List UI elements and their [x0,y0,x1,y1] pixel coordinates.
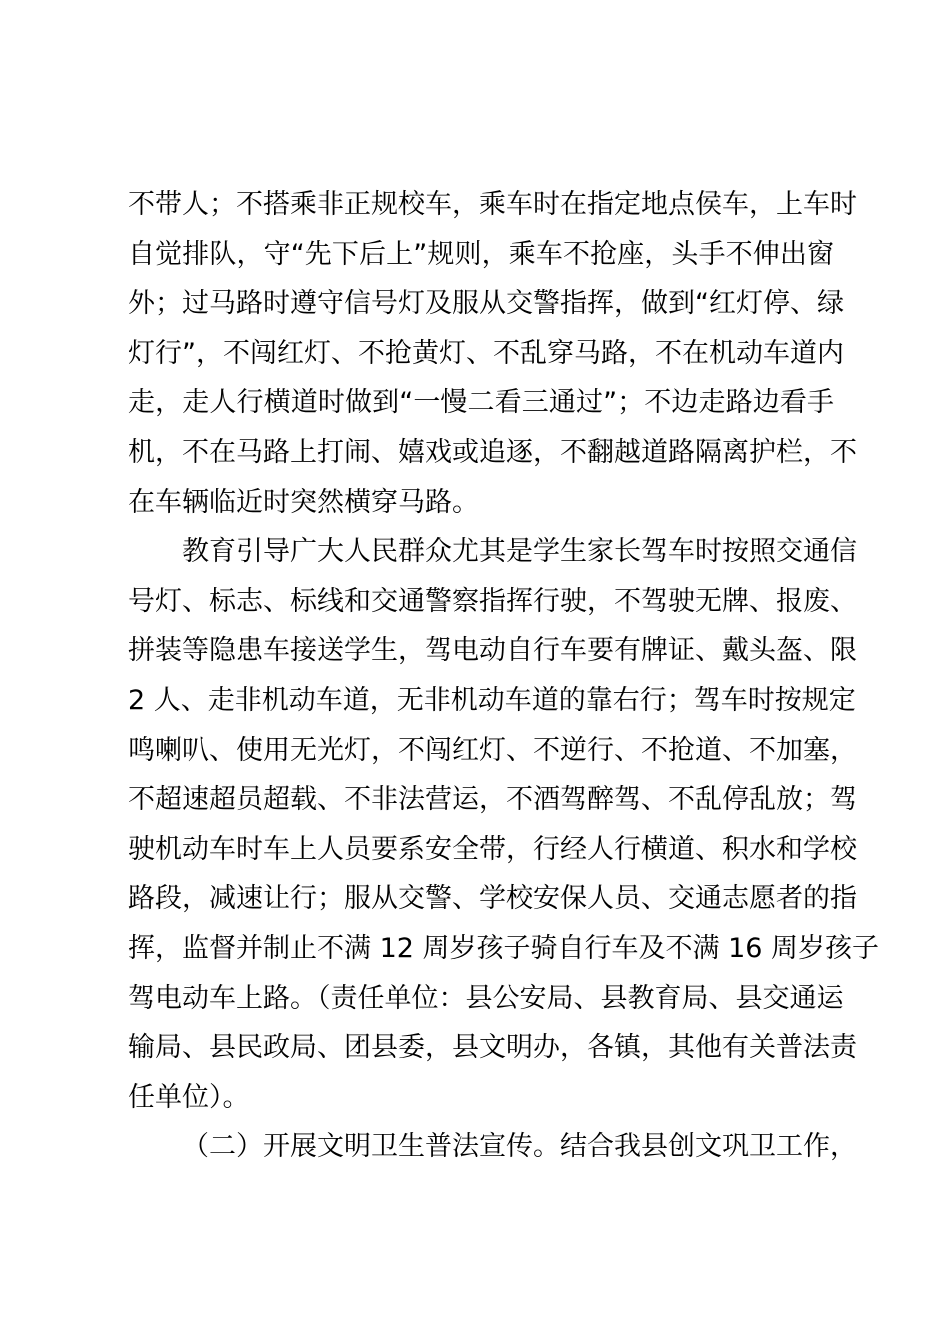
text-line: 外；过马路时遵守信号灯及服从交警指挥，做到“红灯停、绿 [128,288,844,320]
text-line: 拼装等隐患车接送学生，驾电动自行车要有牌证、戴头盔、限 [128,635,857,667]
text-line: 走，走人行横道时做到“一慢二看三通过”；不边走路边看手 [128,387,834,419]
document-body [128,180,880,1172]
text-line: 挥，监督并制止不满 12 周岁孩子骑自行车及不满 16 周岁孩子 [128,932,880,964]
paragraph-section-heading [128,1122,857,1172]
text-line: 机，不在马路上打闹、嬉戏或追逐，不翻越道路隔离护栏，不 [128,436,857,468]
text-line: 驶机动车时车上人员要系安全带，行经人行横道、积水和学校 [128,833,857,865]
text-line: 号灯、标志、标线和交通警察指挥行驶，不驾驶无牌、报废、 [128,585,857,617]
paragraph-driver-education [128,527,880,1122]
text-line: 路段，减速让行；服从交警、学校安保人员、交通志愿者的指 [128,883,857,915]
text-line: 鸣喇叭、使用无光灯，不闯红灯、不逆行、不抢道、不加塞， [128,734,857,766]
text-line: 2 人、走非机动车道，无非机动车道的靠右行；驾车时按规定 [128,684,856,716]
paragraph-pedestrian-rules [128,180,857,527]
text-line: 在车辆临近时突然横穿马路。 [128,486,479,518]
text-line: 不带人；不搭乘非正规校车，乘车时在指定地点侯车，上车时 [128,189,857,220]
text-line: 自觉排队，守“先下后上”规则，乘车不抢座，头手不伸出窗 [128,238,834,270]
text-line: 灯行”，不闯红灯、不抢黄灯、不乱穿马路，不在机动车道内 [128,337,844,369]
text-line: 驾电动车上路。（责任单位：县公安局、县教育局、县交通运 [128,982,844,1014]
text-line: 输局、县民政局、团县委，县文明办，各镇，其他有关普法责 [128,1032,857,1064]
text-line: 教育引导广大人民群众尤其是学生家长驾车时按照交通信 [182,536,857,568]
section-heading-line: （二）开展文明卫生普法宣传。结合我县创文巩卫工作， [182,1131,857,1163]
text-line: 不超速超员超载、不非法营运，不酒驾醉驾、不乱停乱放；驾 [128,784,857,816]
text-line: 任单位）。 [128,1081,250,1113]
